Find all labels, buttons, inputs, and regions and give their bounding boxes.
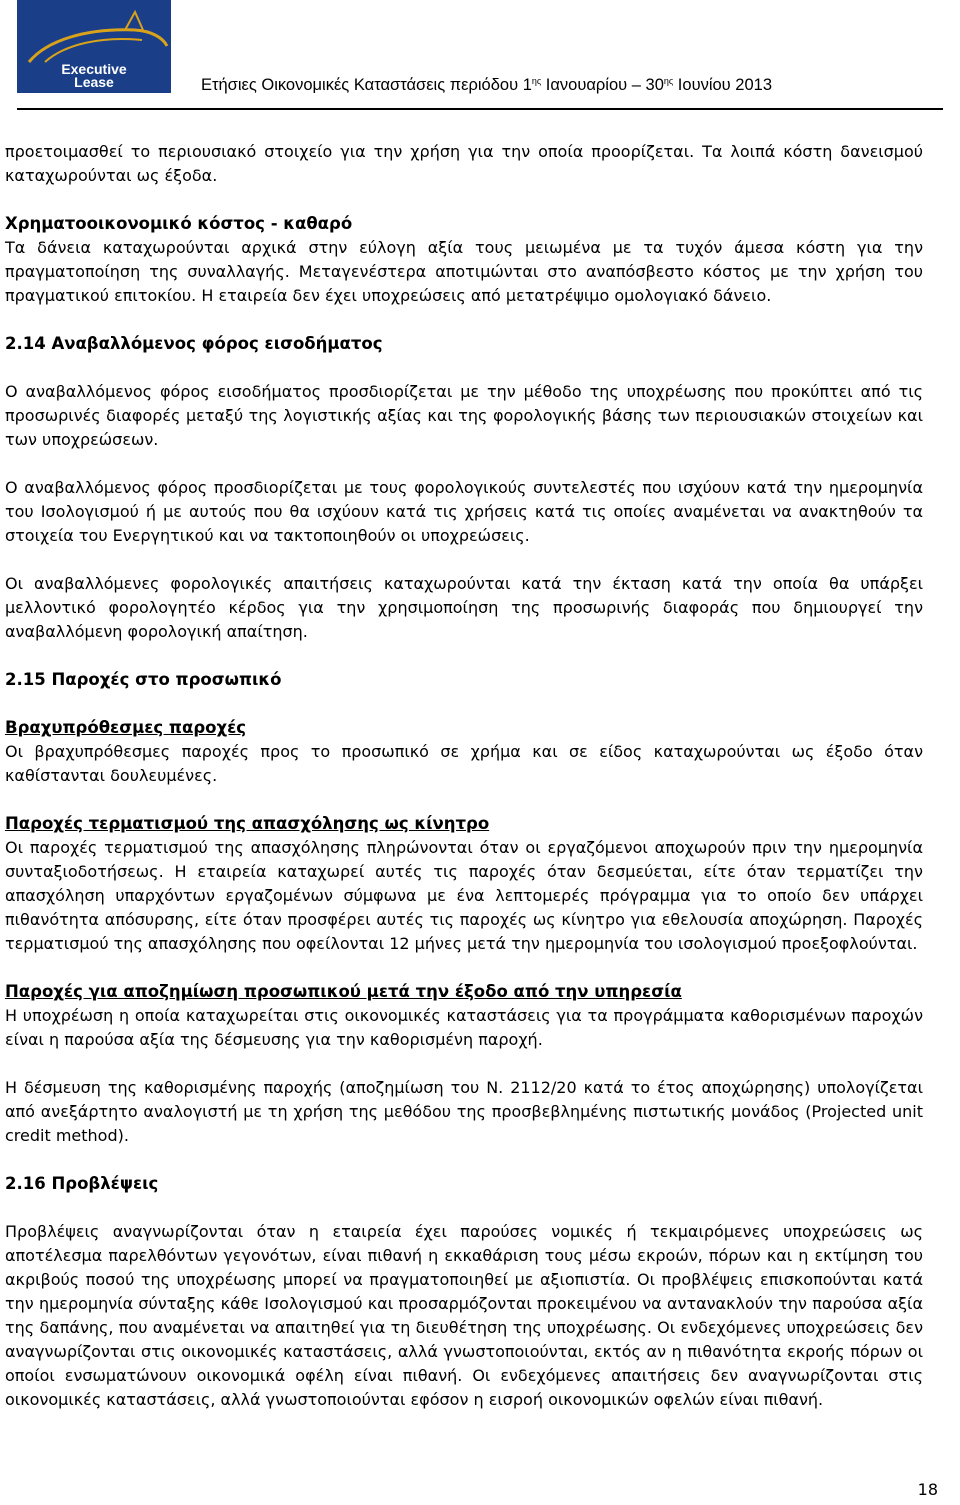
heading-2-15: 2.15 Παροχές στο προσωπικό: [5, 670, 282, 689]
paragraph-severance-a: Η υποχρέωση η οποία καταχωρείται στις οικονομικές καταστάσεις για τα προγράμματα καθορισμένων παροχών είναι η παρούσα αξία της δέσμευσης για την καθορισμένη παροχή.: [5, 1006, 923, 1049]
paragraph-short-term: Οι βραχυπρόθεσμες παροχές προς το προσωπικό σε χρήμα και σε είδος καταχωρούνται ως έξοδο όταν καθίστανται δουλευμένες.: [5, 742, 923, 785]
heading-2-16: 2.16 Προβλέψεις: [5, 1174, 159, 1193]
paragraph-termination: Οι παροχές τερματισμού της απασχόλησης πληρώνονται όταν οι εργαζόμενοι αποχωρούν πριν την ημερομηνία συνταξιοδοτήσεως. Η εταιρεία καταχωρεί αυτές τις παροχές όταν δεσμεύεται, είτε όταν τερματίζει την απασχόληση υπαρχόντων εργαζομένων σύμφωνα με ένα λεπτομερές πρόγραμμα για το οποίο δεν υπάρχει πιθανότητα απόσυρσης, είτε όταν προσφέρει αυτές τις παροχές ως κίνητρο για εθελουσία αποχώρηση. Παροχές τερματισμού της απασχόλησης που οφείλονται 12 μήνες μετά την ημερομηνία του ισολογισμού προεξοφλούνται.: [5, 838, 923, 953]
report-title-part-2: Ιανουαρίου – 30: [541, 76, 664, 94]
heading-severance: Παροχές για αποζημίωση προσωπικού μετά την έξοδο από την υπηρεσία: [5, 982, 682, 1001]
document-body: [5, 140, 923, 1412]
report-title-sup-1: ης: [531, 76, 542, 86]
paragraph-2-14-b: Ο αναβαλλόμενος φόρος προσδιορίζεται με τους φορολογικούς συντελεστές που ισχύουν κατά την ημερομηνία του Ισολογισμού ή με αυτούς που θα ισχύουν κατά τις χρήσεις κατά τις οποίες αναμένεται να ανακτηθούν τα στοιχεία του Ενεργητικού και να τακτοποιηθούν οι υποχρεώσεις.: [5, 478, 923, 545]
logo-line-2: Lease: [74, 74, 114, 90]
intro-paragraph: προετοιμασθεί το περιουσιακό στοιχείο για την χρήση για την οποία προορίζεται. Τα λοιπά κόστη δανεισμού καταχωρούνται ως έξοδα.: [5, 142, 923, 185]
report-title-sup-2: ης: [663, 76, 674, 86]
paragraph-2-14-a: Ο αναβαλλόμενος φόρος εισοδήματος προσδιορίζεται με την μέθοδο της υποχρέωσης που προκύπτει από τις προσωρινές διαφορές μεταξύ της λογιστικής αξίας και της φορολογικής βάσης των περιουσιακών στοιχείων και των υποχρεώσεων.: [5, 382, 923, 449]
logo-line-1: Executive: [61, 61, 127, 77]
report-title: [201, 76, 772, 95]
company-logo: [17, 0, 171, 93]
header-divider: [17, 108, 943, 110]
paragraph-2-14-c: Οι αναβαλλόμενες φορολογικές απαιτήσεις καταχωρούνται κατά την έκταση κατά την οποία θα υπάρξει μελλοντικό φορολογητέο κέρδος για την χρησιμοποίηση της προσωρινής διαφοράς που δημιουργεί την αναβαλλόμενη φορολογική απαίτηση.: [5, 574, 923, 641]
report-title-part-1: Ετήσιες Οικονομικές Καταστάσεις περιόδου 1: [200, 76, 532, 94]
heading-short-term: Βραχυπρόθεσμες παροχές: [5, 718, 247, 737]
page-number: 18: [917, 1480, 938, 1499]
report-title-part-3: Ιουνίου 2013: [673, 76, 772, 94]
paragraph-financial-cost: Τα δάνεια καταχωρούνται αρχικά στην εύλογη αξία τους μειωμένα με τα τυχόν άμεσα κόστη για την πραγματοποίηση της συναλλαγής. Μεταγενέστερα αποτιμώνται στο αναπόσβεστο κόστος με την χρήση του πραγματικού επιτοκίου. Η εταιρεία δεν έχει υποχρεώσεις από μετατρέψιμο ομολογιακό δάνειο.: [5, 238, 923, 305]
paragraph-2-16: Προβλέψεις αναγνωρίζονται όταν η εταιρεία έχει παρούσες νομικές ή τεκμαιρόμενες υποχρεώσεις ως αποτέλεσμα παρελθόντων γεγονότων, είναι πιθανή η εκκαθάριση τους μέσω εκροών, πόρων και η εκτίμηση του ακριβούς ποσού της υποχρέωσης μπορεί να πραγματοποιηθεί με αξιοπιστία. Οι προβλέψεις επισκοπούνται κατά την ημερομηνία σύνταξης κάθε Ισολογισμού και προσαρμόζονται προκειμένου να αντανακλούν την παρούσα αξία της δαπάνης, που αναμένεται να απαιτηθεί για τη διευθέτηση της υποχρέωσης. Οι ενδεχόμενες υποχρεώσεις δεν αναγνωρίζονται στις οικονομικές καταστάσεις, αλλά γνωστοποιούνται, εκτός αν η πιθανότητα εκροής πόρων οι οποίοι ενσωματώνουν οικονομικά οφέλη είναι πιθανή. Οι ενδεχόμενες απαιτήσεις δεν αναγνωρίζονται στις οικονομικές καταστάσεις, αλλά γνωστοποιούνται εφόσον η εισροή οικονομικών οφελών είναι πιθανή.: [5, 1222, 923, 1409]
heading-financial-cost: Χρηματοοικονομικό κόστος - καθαρό: [5, 214, 353, 233]
heading-termination: Παροχές τερματισμού της απασχόλησης ως κίνητρο: [5, 814, 490, 833]
heading-2-14: 2.14 Αναβαλλόμενος φόρος εισοδήματος: [5, 334, 383, 353]
paragraph-severance-b: Η δέσμευση της καθορισμένης παροχής (αποζημίωση του Ν. 2112/20 κατά το έτος αποχώρησης) υπολογίζεται από ανεξάρτητο αναλογιστή με τη χρήση της μεθόδου της προσβεβλημένης πιστωτικής μονάδος (Projected unit credit method).: [5, 1078, 923, 1145]
page-header: [0, 0, 960, 120]
